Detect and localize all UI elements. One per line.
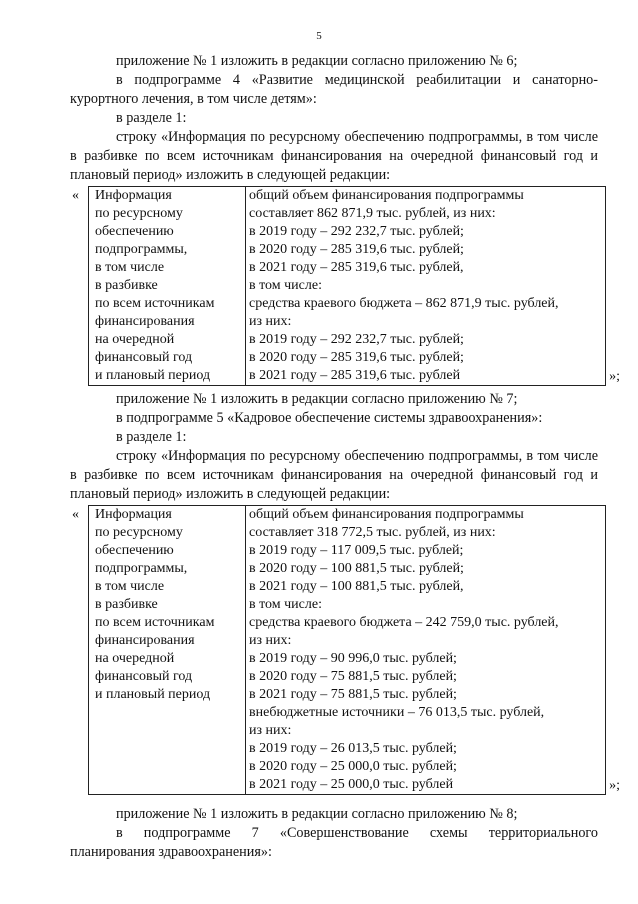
info-table: [88, 186, 606, 386]
paragraph: в разделе 1:: [116, 429, 187, 445]
label-line: Информация: [95, 188, 172, 203]
paragraph: строку «Информация по ресурсному обеспечению подпрограммы, в том числе в разбивке по всем источникам финансирования на очередной финансовый год и плановый период» изложить в следующей редакции:: [70, 448, 598, 502]
opening-quote: «: [72, 507, 79, 522]
label-line: на очередной: [95, 651, 175, 666]
label-line: и плановый период: [95, 687, 211, 702]
label-line: Информация: [95, 507, 172, 522]
value-line: в том числе:: [249, 597, 322, 612]
value-line: в 2021 году – 285 319,6 тыс. рублей,: [249, 260, 464, 275]
value-line: в 2019 году – 292 232,7 тыс. рублей;: [249, 332, 464, 347]
label-line: финансирования: [95, 314, 195, 329]
label-line: на очередной: [95, 332, 175, 347]
value-line: в том числе:: [249, 278, 322, 293]
paragraph: в подпрограмме 5 «Кадровое обеспечение системы здравоохранения»:: [116, 410, 543, 426]
label-line: обеспечению: [95, 543, 174, 558]
label-line: подпрограммы,: [95, 242, 188, 257]
resource-table-1: [70, 186, 620, 386]
value-line: в 2019 году – 292 232,7 тыс. рублей;: [249, 224, 464, 239]
label-line: финансирования: [95, 633, 195, 648]
value-line: в 2019 году – 26 013,5 тыс. рублей;: [249, 741, 457, 756]
table-value-cell: [246, 506, 606, 795]
value-line: средства краевого бюджета – 862 871,9 тыс. рублей,: [249, 296, 559, 311]
value-line: внебюджетные источники – 76 013,5 тыс. рублей,: [249, 705, 545, 720]
paragraph: строку «Информация по ресурсному обеспечению подпрограммы, в том числе в разбивке по всем источникам финансирования на очередной финансовый год и плановый период» изложить в следующей редакции:: [70, 129, 598, 183]
label-line: по всем источникам: [95, 615, 215, 630]
label-line: в том числе: [95, 260, 165, 275]
label-line: и плановый период: [95, 368, 211, 383]
value-line: в 2020 году – 25 000,0 тыс. рублей;: [249, 759, 457, 774]
label-line: по ресурсному: [95, 206, 183, 221]
value-line: в 2020 году – 100 881,5 тыс. рублей;: [249, 561, 464, 576]
table-value-cell: [246, 187, 606, 386]
value-line: из них:: [249, 633, 292, 648]
label-line: в разбивке: [95, 597, 158, 612]
label-line: подпрограммы,: [95, 561, 188, 576]
paragraph: приложение № 1 изложить в редакции согласно приложению № 7;: [116, 391, 518, 407]
value-line: составляет 862 871,9 тыс. рублей, из них:: [249, 206, 496, 221]
value-line: в 2021 году – 285 319,6 тыс. рублей: [249, 368, 461, 383]
paragraph: в разделе 1:: [116, 110, 187, 126]
value-line: составляет 318 772,5 тыс. рублей, из них:: [249, 525, 496, 540]
value-line: из них:: [249, 723, 292, 738]
closing-quote: »;: [609, 369, 620, 384]
info-table: [88, 505, 606, 795]
page-number: 5: [316, 30, 322, 42]
opening-quote: «: [72, 188, 79, 203]
paragraph: в подпрограмме 4 «Развитие медицинской реабилитации и санаторно-курортного лечения, в том числе детям»:: [70, 72, 598, 107]
value-line: в 2021 году – 25 000,0 тыс. рублей: [249, 777, 454, 792]
label-line: финансовый год: [95, 350, 193, 365]
label-line: по всем источникам: [95, 296, 215, 311]
value-line: общий объем финансирования подпрограммы: [249, 188, 524, 203]
label-line: в разбивке: [95, 278, 158, 293]
label-line: в том числе: [95, 579, 165, 594]
label-line: финансовый год: [95, 669, 193, 684]
value-line: в 2020 году – 75 881,5 тыс. рублей;: [249, 669, 457, 684]
value-line: в 2020 году – 285 319,6 тыс. рублей;: [249, 350, 464, 365]
closing-quote: »;: [609, 778, 620, 793]
value-line: общий объем финансирования подпрограммы: [249, 507, 524, 522]
label-line: по ресурсному: [95, 525, 183, 540]
resource-table-2: [70, 505, 620, 795]
table-label-cell: [89, 506, 246, 795]
value-line: из них:: [249, 314, 292, 329]
paragraph: приложение № 1 изложить в редакции согласно приложению № 6;: [116, 53, 518, 69]
value-line: в 2019 году – 90 996,0 тыс. рублей;: [249, 651, 457, 666]
paragraph: в подпрограмме 7 «Совершенствование схемы территориального планирования здравоохранения»:: [70, 825, 598, 860]
table-label-cell: [89, 187, 246, 386]
value-line: в 2019 году – 117 009,5 тыс. рублей;: [249, 543, 464, 558]
value-line: в 2020 году – 285 319,6 тыс. рублей;: [249, 242, 464, 257]
value-line: в 2021 году – 75 881,5 тыс. рублей;: [249, 687, 457, 702]
label-line: обеспечению: [95, 224, 174, 239]
paragraph: приложение № 1 изложить в редакции согласно приложению № 8;: [116, 806, 518, 822]
document-body: [70, 52, 620, 862]
value-line: средства краевого бюджета – 242 759,0 тыс. рублей,: [249, 615, 559, 630]
value-line: в 2021 году – 100 881,5 тыс. рублей,: [249, 579, 464, 594]
